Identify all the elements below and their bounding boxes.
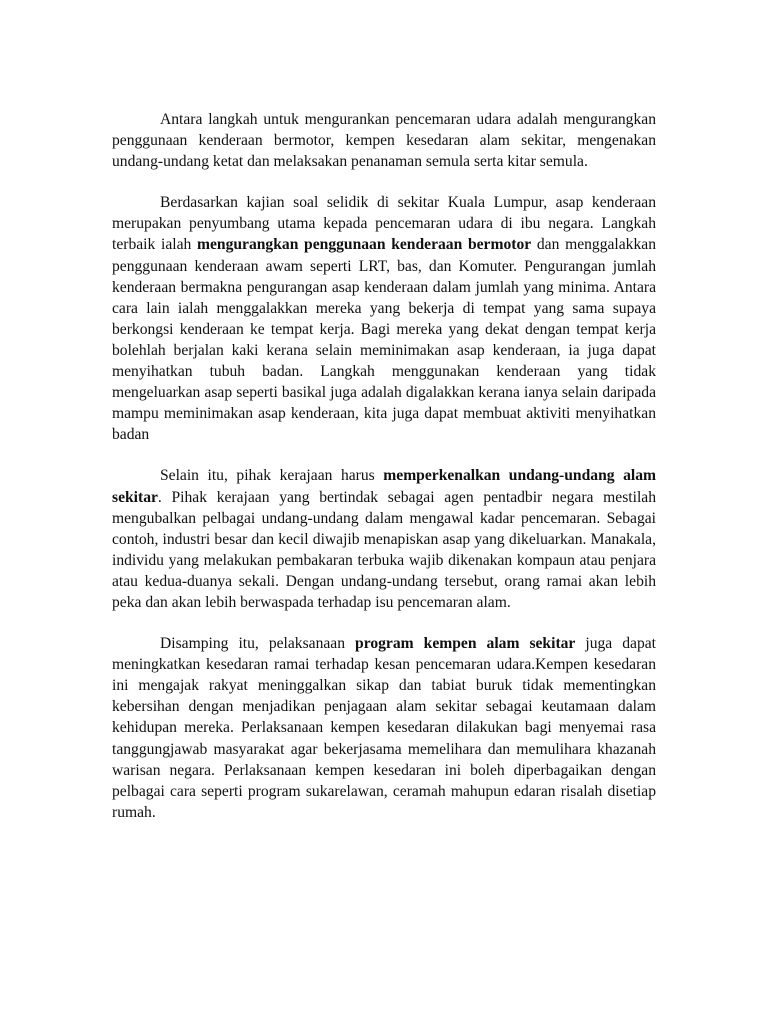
paragraph-awareness-campaign — [112, 633, 656, 823]
paragraph-reduce-vehicles — [112, 192, 656, 445]
paragraph-text: . Pihak kerajaan yang bertindak sebagai agen pentadbir negara mestilah mengubalkan pelbagai undang-undang dalam mengawal kadar pencemaran. Sebagai contoh, industri besar dan kecil diwajib menapiskan asap yang dikeluarkan. Manakala, individu yang melakukan pembakaran terbuka wajib dikenakan kompaun atau penjara atau kedua-duanya sekali. Dengan undang-undang tersebut, orang ramai akan lebih peka dan akan lebih berwaspada terhadap isu pencemaran alam. — [112, 488, 656, 611]
paragraph-intro — [112, 109, 656, 172]
paragraph-text: Selain itu, pihak kerajaan harus — [160, 467, 384, 485]
paragraph-environment-laws — [112, 465, 656, 613]
paragraph-text: Berdasarkan kajian soal selidik di sekitar Kuala Lumpur, asap kenderaan merupakan penyumbang utama kepada pencemaran udara di ibu negara. Langkah terbaik ialah — [112, 194, 656, 254]
paragraph-text: Antara langkah untuk mengurankan pencemaran udara adalah mengurangkan penggunaan kenderaan bermotor, kempen kesedaran alam sekitar, mengenakan undang-undang ketat dan melaksakan penanaman semula serta kitar semula. — [112, 111, 656, 171]
bold-keyword: memperkenalkan undang-undang alam sekitar — [112, 467, 656, 506]
paragraph-text: dan menggalakkan penggunaan kenderaan awam seperti LRT, bas, dan Komuter. Pengurangan jumlah kenderaan bermakna pengurangan asap kenderaan dalam jumlah yang minima. Antara cara lain ialah menggalakkan mereka yang bekerja di tempat yang sama supaya berkongsi kenderaan ke tempat kerja. Bagi mereka yang dekat dengan tempat kerja bolehlah berjalan kaki kerana selain meminimakan asap kenderaan, ia juga dapat menyihatkan tubuh badan. Langkah menggunakan kenderaan yang tidak mengeluarkan asap seperti basikal juga adalah digalakkan kerana ianya selain daripada mampu meminimakan asap kenderaan, kita juga dapat membuat aktiviti menyihatkan badan — [112, 236, 656, 444]
bold-keyword: program kempen alam sekitar — [355, 635, 576, 653]
paragraph-text: Disamping itu, pelaksanaan — [160, 635, 356, 653]
paragraph-text: juga dapat meningkatkan kesedaran ramai terhadap kesan pencemaran udara.Kempen kesedaran ini mengajak rakyat meninggalkan sikap dan tabiat buruk tidak mementingkan kebersihan dengan menjadikan penjagaan alam sekitar sebagai keutamaan dalam kehidupan mereka. Perlaksanaan kempen kesedaran dilakukan bagi menyemai rasa tanggungjawab masyarakat agar bekerjasama memelihara dan memulihara khazanah warisan negara. Perlaksanaan kempen kesedaran ini boleh diperbagaikan dengan pelbagai cara seperti program sukarelawan, ceramah mahupun edaran risalah disetiap rumah. — [112, 635, 656, 821]
bold-keyword: mengurangkan penggunaan kenderaan bermotor — [196, 236, 532, 254]
